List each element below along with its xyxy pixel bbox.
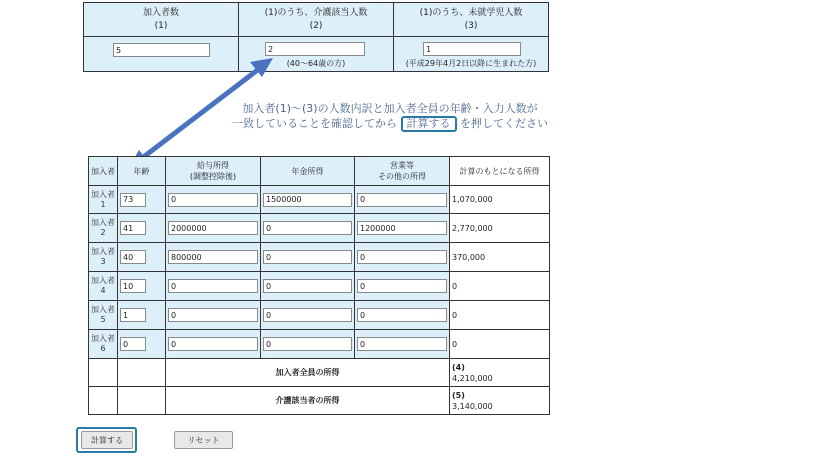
total-all-code: (4): [452, 362, 465, 372]
salary-input[interactable]: [168, 279, 258, 293]
other-cell: [355, 243, 450, 272]
header-age: 年齢: [118, 157, 166, 186]
row-label-num: 6: [100, 344, 106, 353]
result-cell: 0: [450, 330, 550, 359]
row-label-num: 3: [100, 257, 106, 266]
row-label-text: 加入者: [91, 334, 115, 343]
empty-cell: [118, 387, 166, 415]
age-input[interactable]: [120, 221, 146, 235]
row-label-text: 加入者: [91, 189, 115, 199]
pension-cell: [261, 186, 355, 214]
pension-input[interactable]: [263, 308, 352, 322]
row-label-num: 2: [100, 228, 106, 237]
row-label-text: 加入者: [91, 276, 115, 285]
pension-cell: [261, 330, 355, 359]
salary-input[interactable]: [168, 193, 258, 207]
empty-cell: [89, 387, 118, 415]
total-care-code: (5): [452, 390, 465, 400]
instruction-calc-label: 計算する: [401, 116, 457, 132]
age-input[interactable]: [120, 308, 146, 322]
age-cell: [118, 301, 166, 330]
row-label-num: 5: [100, 315, 106, 324]
row-label-text: 加入者: [91, 218, 115, 227]
header-business-line1: 営業等: [390, 161, 414, 170]
row-label: [89, 272, 118, 301]
salary-input[interactable]: [168, 221, 258, 235]
age-cell: [118, 243, 166, 272]
pension-input[interactable]: [263, 221, 352, 235]
salary-cell: [166, 301, 261, 330]
header-business: [355, 157, 450, 186]
table-row: [89, 272, 550, 301]
table-row: [89, 301, 550, 330]
care-count-note: (40～64歳の方): [286, 59, 346, 68]
header-preschool-count-label: (1)のうち、未就学児人数: [419, 7, 523, 18]
row-label-text: 加入者: [91, 247, 115, 256]
other-cell: [355, 186, 450, 214]
empty-cell: [118, 359, 166, 387]
salary-cell: [166, 243, 261, 272]
header-basis: 計算のもとになる所得: [450, 157, 550, 186]
result-cell: 370,000: [450, 243, 550, 272]
row-label-num: 1: [100, 199, 106, 209]
header-care-count-label: (1)のうち、介護該当人数: [264, 7, 368, 18]
pension-input[interactable]: [263, 337, 352, 351]
age-input[interactable]: [120, 279, 146, 293]
total-care-cell: [450, 387, 550, 415]
total-row: [89, 387, 550, 415]
result-cell: 0: [450, 272, 550, 301]
other-cell: [355, 301, 450, 330]
result-cell: 1,070,000: [450, 186, 550, 214]
pension-cell: [261, 243, 355, 272]
other-income-input[interactable]: [357, 308, 447, 322]
income-table: [88, 156, 550, 415]
total-all-cell: [450, 359, 550, 387]
age-cell: [118, 330, 166, 359]
age-cell: [118, 186, 166, 214]
instruction-line2-before: 一致していることを確認してから: [232, 117, 397, 130]
pension-cell: [261, 214, 355, 243]
salary-cell: [166, 214, 261, 243]
header-salary-line1: 給与所得: [197, 161, 229, 170]
salary-cell: [166, 186, 261, 214]
salary-input[interactable]: [168, 337, 258, 351]
age-input[interactable]: [120, 250, 146, 264]
pension-input[interactable]: [263, 193, 352, 207]
instruction-line1: 加入者(1)～(3)の人数内訳と加入者全員の年齢・入力人数が: [242, 102, 538, 115]
header-business-line2: その他の所得: [378, 172, 426, 181]
total-all-label: 加入者全員の所得: [166, 359, 450, 387]
reset-button[interactable]: リセット: [174, 431, 233, 449]
other-income-input[interactable]: [357, 193, 447, 207]
other-income-input[interactable]: [357, 337, 447, 351]
salary-input[interactable]: [168, 250, 258, 264]
calculate-button[interactable]: 計算する: [81, 431, 133, 449]
row-label: [89, 186, 118, 214]
total-care-label: 介護該当者の所得: [166, 387, 450, 415]
age-cell: [118, 214, 166, 243]
pension-cell: [261, 272, 355, 301]
other-cell: [355, 330, 450, 359]
pension-input[interactable]: [263, 279, 352, 293]
instruction-line2-after: を押してください: [460, 117, 548, 130]
row-label: [89, 243, 118, 272]
header-salary-line2: (調整控除後): [189, 172, 237, 181]
salary-cell: [166, 272, 261, 301]
header-pension: 年金所得: [261, 157, 355, 186]
row-label: [89, 330, 118, 359]
header-preschool-count-code: (3): [464, 20, 478, 31]
table-row: [89, 243, 550, 272]
care-count-input[interactable]: [265, 42, 365, 56]
pension-cell: [261, 301, 355, 330]
other-income-input[interactable]: [357, 221, 447, 235]
result-cell: 0: [450, 301, 550, 330]
other-cell: [355, 272, 450, 301]
header-member: 加入者: [89, 157, 118, 186]
instruction-line2: [205, 116, 575, 132]
preschool-count-note: (平成29年4月2日以降に生まれた方): [405, 59, 537, 68]
instruction-message: [205, 101, 575, 132]
other-income-input[interactable]: [357, 279, 447, 293]
table-row: [89, 214, 550, 243]
result-cell: 2,770,000: [450, 214, 550, 243]
empty-cell: [89, 359, 118, 387]
header-care-count-code: (2): [309, 20, 323, 31]
other-income-input[interactable]: [357, 250, 447, 264]
salary-cell: [166, 330, 261, 359]
other-cell: [355, 214, 450, 243]
table-row: [89, 330, 550, 359]
total-row: [89, 359, 550, 387]
header-member-count: [84, 3, 239, 37]
row-label-text: 加入者: [91, 305, 115, 314]
header-care-count: [239, 3, 394, 37]
age-cell: [118, 272, 166, 301]
preschool-count-input[interactable]: [423, 42, 521, 56]
header-salary: [166, 157, 261, 186]
row-label-num: 4: [100, 286, 106, 295]
total-care-value: 3,140,000: [452, 401, 493, 411]
table-row: [89, 186, 550, 214]
total-all-value: 4,210,000: [452, 373, 493, 383]
pension-input[interactable]: [263, 250, 352, 264]
preschool-count-cell: [394, 37, 549, 72]
age-input[interactable]: [120, 337, 146, 351]
header-preschool-count: [394, 3, 549, 37]
header-member-count-code: (1): [154, 20, 168, 31]
age-input[interactable]: [120, 193, 146, 207]
header-member-count-label: 加入者数: [142, 7, 179, 18]
row-label: [89, 214, 118, 243]
salary-input[interactable]: [168, 308, 258, 322]
row-label: [89, 301, 118, 330]
